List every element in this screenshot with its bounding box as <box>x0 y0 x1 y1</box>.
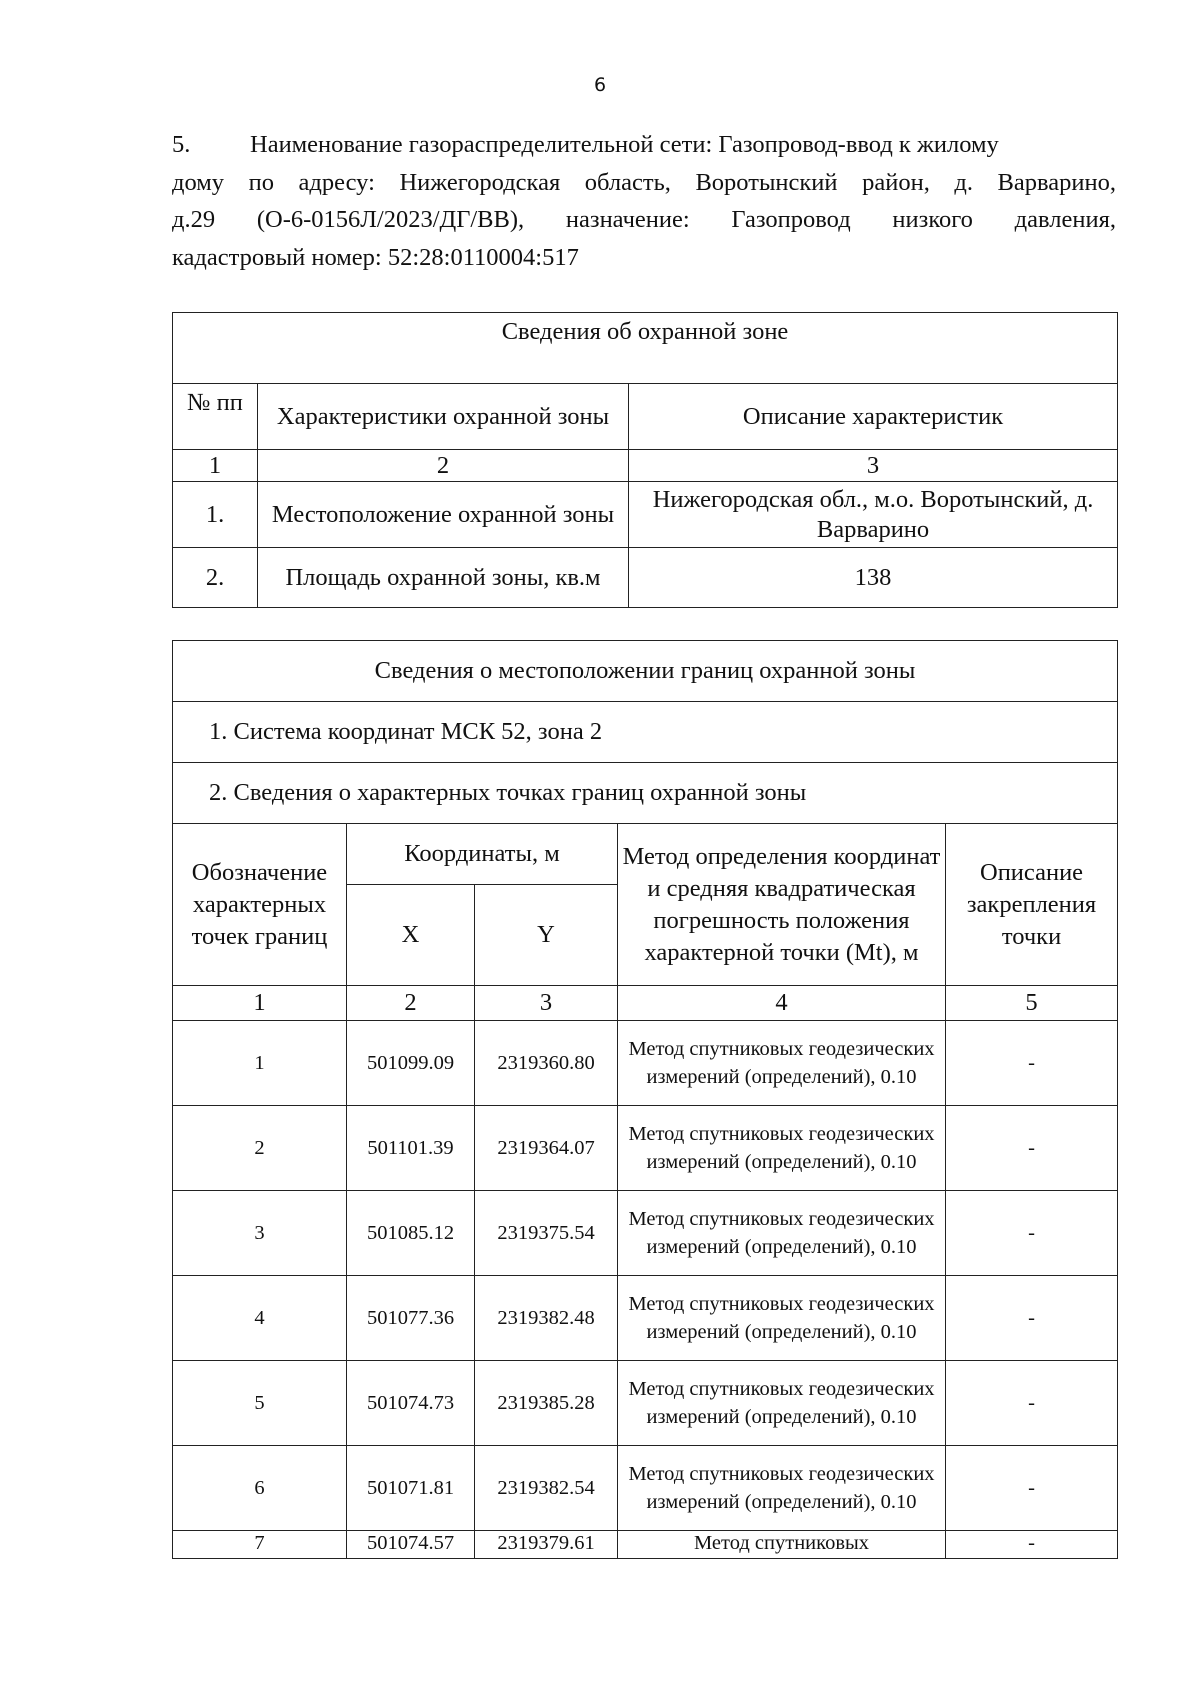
coordinate-system: 1. Система координат МСК 52, зона 2 <box>173 702 1118 763</box>
fixing-description: - <box>946 1106 1118 1191</box>
object-description-paragraph <box>172 126 1116 277</box>
characteristic-value: 138 <box>629 548 1118 608</box>
determination-method: Метод спутниковых геодезических измерений (определений), 0.10 <box>618 1276 946 1361</box>
table-row <box>173 1446 1118 1531</box>
coordinate-y: 2319375.54 <box>475 1191 618 1276</box>
coordinate-y: 2319364.07 <box>475 1106 618 1191</box>
determination-method: Метод спутниковых геодезических измерений (определений), 0.10 <box>618 1191 946 1276</box>
table-row <box>173 1276 1118 1361</box>
characteristic-name: Местоположение охранной зоны <box>258 482 629 548</box>
coordinate-x: 501071.81 <box>347 1446 475 1531</box>
determination-method: Метод спутниковых геодезических измерений (определений), 0.10 <box>618 1446 946 1531</box>
point-designation: 2 <box>173 1106 347 1191</box>
paragraph-line-1 <box>172 126 1116 164</box>
header-fixing-description: Описание закрепления точки <box>946 824 1118 986</box>
page-number: 6 <box>593 74 607 96</box>
table-row <box>173 1106 1118 1191</box>
header-characteristics: Характеристики охранной зоны <box>258 384 629 450</box>
fixing-description: - <box>946 1191 1118 1276</box>
col-number-1: 1 <box>173 450 258 482</box>
fixing-description: - <box>946 1531 1118 1559</box>
table-row <box>173 1021 1118 1106</box>
header-x: X <box>347 885 475 986</box>
coordinate-x: 501099.09 <box>347 1021 475 1106</box>
bounds-table-title: Сведения о местоположении границ охранной зоны <box>173 641 1118 702</box>
col-number-3: 3 <box>475 986 618 1021</box>
header-description: Описание характеристик <box>629 384 1118 450</box>
col-number-4: 4 <box>618 986 946 1021</box>
table-row <box>173 1531 1118 1559</box>
determination-method: Метод спутниковых геодезических измерений (определений), 0.10 <box>618 1361 946 1446</box>
points-section-title: 2. Сведения о характерных точках границ охранной зоны <box>173 763 1118 824</box>
paragraph-line-3: д.29 (О-6-0156Л/2023/ДГ/ВВ), назначение: Газопровод низкого давления, <box>172 206 1116 234</box>
col-number-2: 2 <box>258 450 629 482</box>
item-number: 5. <box>172 131 191 158</box>
characteristic-name: Площадь охранной зоны, кв.м <box>258 548 629 608</box>
col-number-1: 1 <box>173 986 347 1021</box>
protection-zone-table <box>172 312 1118 608</box>
col-number-3: 3 <box>629 450 1118 482</box>
header-row-number: № пп <box>173 384 258 450</box>
characteristic-value: Нижегородская обл., м.о. Воротынский, д. Варварино <box>629 482 1118 548</box>
header-method: Метод определения координат и средняя квадратическая погрешность положения характерной точки (Mt), м <box>618 824 946 986</box>
point-designation: 6 <box>173 1446 347 1531</box>
zone-table-title: Сведения об охранной зоне <box>173 313 1118 384</box>
header-point-designation: Обозначение характерных точек границ <box>173 824 347 986</box>
coordinate-y: 2319360.80 <box>475 1021 618 1106</box>
coordinate-y: 2319382.54 <box>475 1446 618 1531</box>
header-y: Y <box>475 885 618 986</box>
table-row <box>173 1361 1118 1446</box>
fixing-description: - <box>946 1276 1118 1361</box>
fixing-description: - <box>946 1361 1118 1446</box>
col-number-5: 5 <box>946 986 1118 1021</box>
coordinate-y: 2319385.28 <box>475 1361 618 1446</box>
coordinate-x: 501074.73 <box>347 1361 475 1446</box>
point-designation: 1 <box>173 1021 347 1106</box>
coordinate-x: 501077.36 <box>347 1276 475 1361</box>
row-number: 2. <box>173 548 258 608</box>
determination-method: Метод спутниковых геодезических измерений (определений), 0.10 <box>618 1106 946 1191</box>
coordinate-y: 2319379.61 <box>475 1531 618 1559</box>
table-row <box>173 1191 1118 1276</box>
determination-method: Метод спутниковых геодезических измерений (определений), 0.10 <box>618 1021 946 1106</box>
coordinate-y: 2319382.48 <box>475 1276 618 1361</box>
point-designation: 5 <box>173 1361 347 1446</box>
point-designation: 4 <box>173 1276 347 1361</box>
fixing-description: - <box>946 1021 1118 1106</box>
row-number: 1. <box>173 482 258 548</box>
col-number-2: 2 <box>347 986 475 1021</box>
boundary-location-table <box>172 640 1118 1559</box>
paragraph-line-4: кадастровый номер: 52:28:0110004:517 <box>172 244 579 272</box>
point-designation: 7 <box>173 1531 347 1559</box>
fixing-description: - <box>946 1446 1118 1531</box>
coordinate-x: 501074.57 <box>347 1531 475 1559</box>
determination-method: Метод спутниковых <box>618 1531 946 1559</box>
paragraph-line-2: дому по адресу: Нижегородская область, Воротынский район, д. Варварино, <box>172 168 1116 196</box>
coordinate-x: 501101.39 <box>347 1106 475 1191</box>
paragraph-text-1: Наименование газораспределительной сети: Газопровод-ввод к жилому <box>250 131 999 158</box>
point-designation: 3 <box>173 1191 347 1276</box>
header-coordinates: Координаты, м <box>347 824 618 885</box>
coordinate-x: 501085.12 <box>347 1191 475 1276</box>
